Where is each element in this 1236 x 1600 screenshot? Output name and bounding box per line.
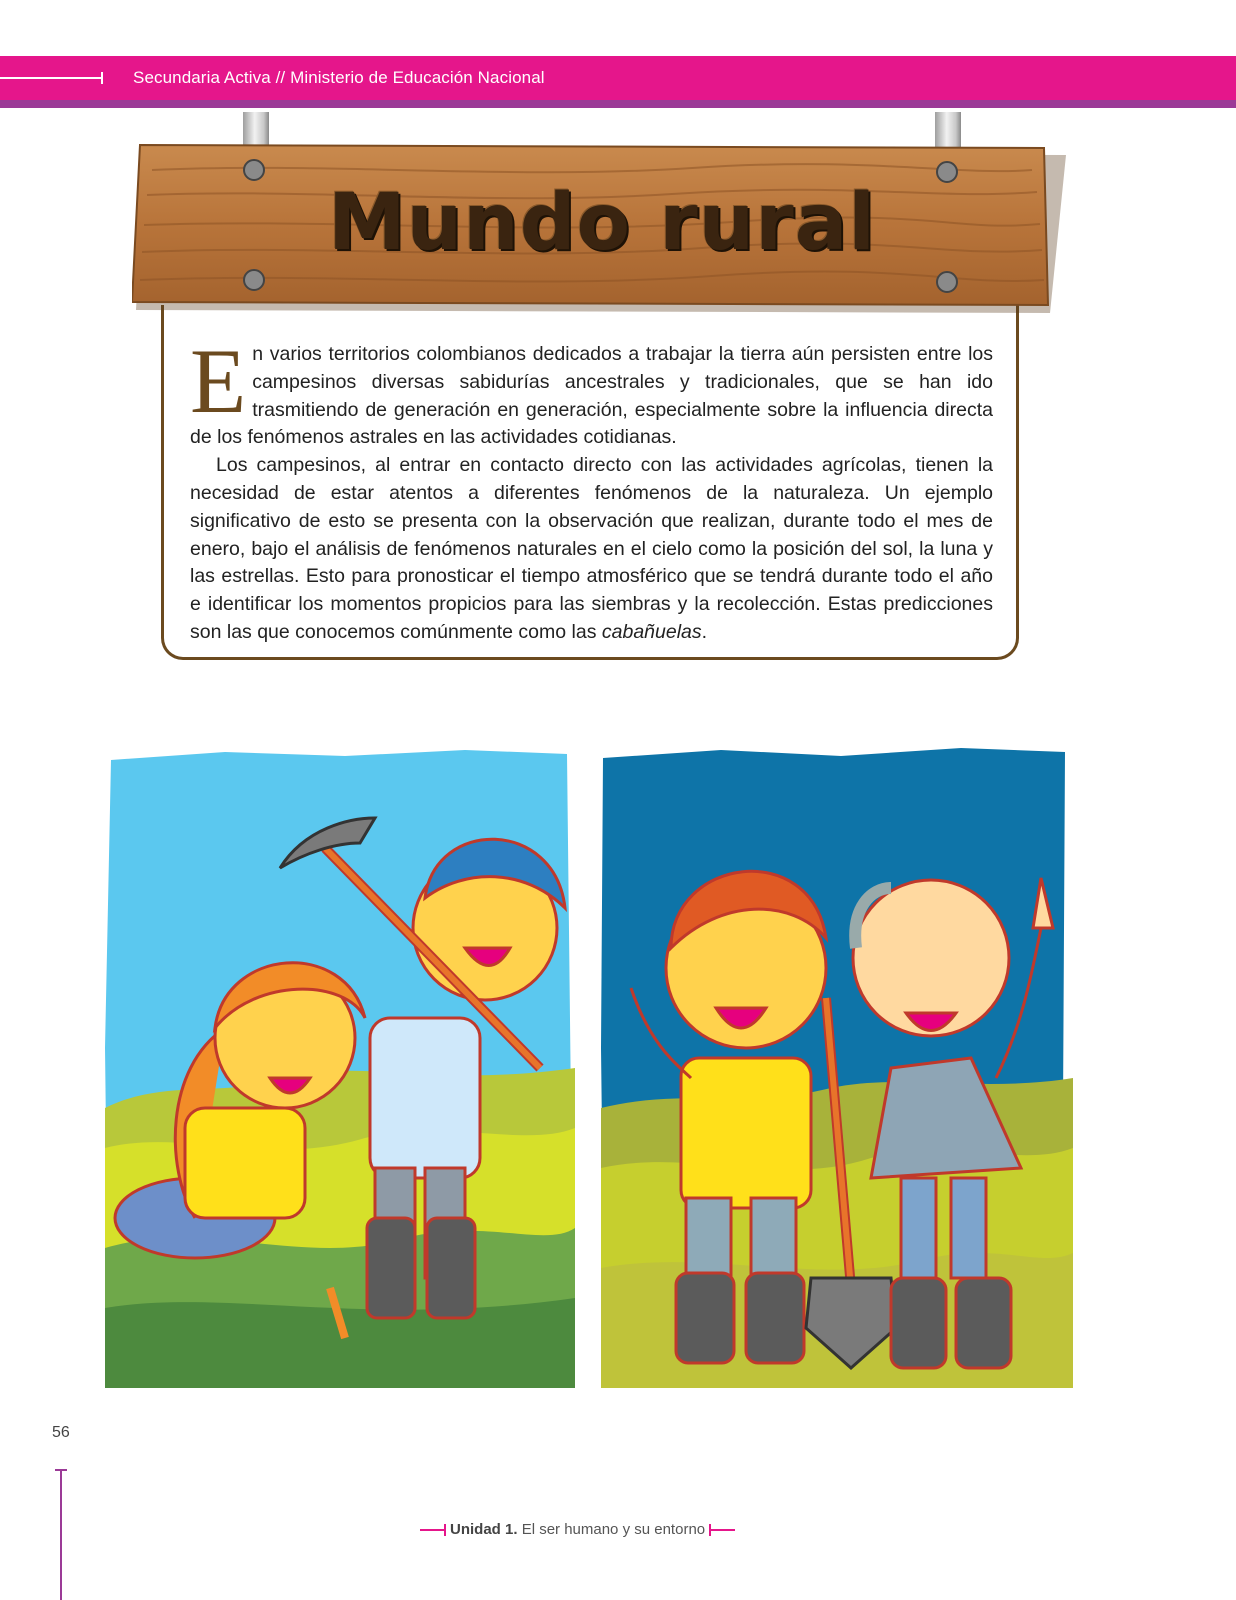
- footer-unit-label: Unidad 1.: [450, 1521, 518, 1538]
- intro-text-box: [161, 305, 1019, 660]
- intro-paragraph-2: [190, 452, 993, 647]
- paragraph-2-text: Los campesinos, al entrar en contacto directo con las actividades agrícolas, tienen la necesidad de estar atentos a diferentes fenómenos de la naturaleza. Un ejemplo significativo de esto se presenta con la observación que realizan, durante todo el mes de enero, bajo el análisis de fenómenos naturales en el cielo como la posición del sol, la luna y las estrellas. Esto para pronosticar el tiempo atmosférico que se tendrá durante todo el año e identificar los momentos propicios para las siembras y la recolección. Estas predicciones son las que conocemos comúnmente como las: [190, 454, 993, 643]
- intro-paragraph-1: [190, 330, 993, 452]
- footer-deco-left: [420, 1529, 446, 1531]
- header-rule-cap: [101, 72, 103, 84]
- footer-deco-right: [709, 1529, 735, 1531]
- header-title: Secundaria Activa // Ministerio de Educación Nacional: [133, 68, 545, 87]
- paragraph-1-text: n varios territorios colombianos dedicados a trabajar la tierra aún persisten entre los campesinos diversas sabidurías ancestrales y tradicionales, que se han ido trasmitiendo de generación en generación, especialmente sobre la influencia directa de los fenómenos astrales en las actividades cotidianas.: [190, 343, 993, 449]
- header-stripe: [0, 100, 1236, 108]
- page-number: 56: [52, 1424, 70, 1441]
- left-rule: [60, 1470, 62, 1600]
- paragraph-2-end: .: [701, 620, 708, 643]
- illustration-farmers: [601, 748, 1073, 1388]
- drop-cap: E: [190, 330, 247, 432]
- footer-unit: [420, 1518, 760, 1542]
- wooden-sign: [132, 140, 1072, 315]
- intro-text: [190, 330, 993, 647]
- footer-unit-title: El ser humano y su entorno: [521, 1521, 706, 1538]
- cabanuelas-term: cabañuelas: [601, 620, 702, 643]
- page-title: Mundo rural: [327, 178, 877, 268]
- illustration-kids-farming: [105, 748, 575, 1388]
- header-rule: [0, 77, 103, 79]
